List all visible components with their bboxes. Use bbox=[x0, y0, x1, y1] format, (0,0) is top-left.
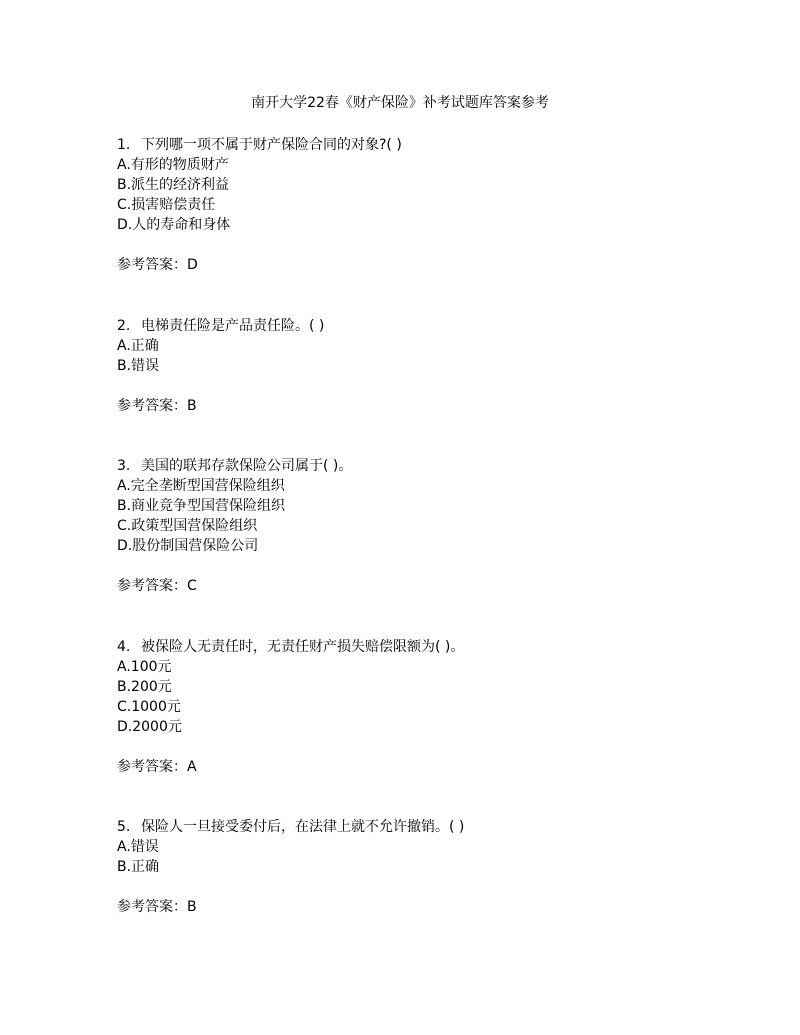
option-b: B.派生的经济利益 bbox=[117, 177, 230, 193]
question-stem bbox=[117, 316, 757, 336]
option-c: C.1000元 bbox=[117, 699, 181, 715]
question-number: 3. bbox=[117, 458, 131, 474]
option-b: B.正确 bbox=[117, 859, 160, 875]
option-a: A.完全垄断型国营保险组织 bbox=[117, 478, 285, 494]
answer-label: 参考答案： bbox=[117, 398, 187, 414]
question-stem bbox=[117, 456, 757, 476]
question-number: 2. bbox=[117, 318, 131, 334]
question-stem bbox=[117, 135, 757, 155]
answer-label: 参考答案： bbox=[117, 759, 187, 775]
option-a: A.100元 bbox=[117, 659, 172, 675]
option-a: A.错误 bbox=[117, 839, 159, 855]
option-a: A.正确 bbox=[117, 338, 159, 354]
question-1 bbox=[117, 135, 757, 275]
option-b: B.商业竞争型国营保险组织 bbox=[117, 498, 286, 514]
question-text: 美国的联邦存款保险公司属于( )。 bbox=[141, 458, 353, 474]
answer-label: 参考答案： bbox=[117, 899, 187, 915]
option-b: B.200元 bbox=[117, 679, 172, 695]
reference-answer bbox=[117, 576, 757, 596]
answer-value: A bbox=[187, 759, 197, 775]
option-a: A.有形的物质财产 bbox=[117, 157, 229, 173]
option-b: B.错误 bbox=[117, 358, 160, 374]
option-d: D.人的寿命和身体 bbox=[117, 217, 231, 233]
option-c: C.损害赔偿责任 bbox=[117, 197, 216, 213]
question-text: 下列哪一项不属于财产保险合同的对象?( ) bbox=[141, 137, 402, 153]
answer-value: B bbox=[187, 899, 197, 915]
question-4 bbox=[117, 637, 757, 777]
answer-value: D bbox=[187, 257, 198, 273]
reference-answer bbox=[117, 757, 757, 777]
answer-label: 参考答案： bbox=[117, 578, 187, 594]
option-c: C.政策型国营保险组织 bbox=[117, 518, 258, 534]
reference-answer bbox=[117, 897, 757, 917]
question-text: 电梯责任险是产品责任险。( ) bbox=[141, 318, 325, 334]
document-title: 南开大学22春《财产保险》补考试题库答案参考 bbox=[251, 95, 549, 111]
question-text: 保险人一旦接受委付后，在法律上就不允许撤销。( ) bbox=[141, 819, 465, 835]
question-stem bbox=[117, 637, 757, 657]
answer-value: C bbox=[187, 578, 197, 594]
question-2 bbox=[117, 316, 757, 416]
question-number: 1. bbox=[117, 137, 131, 153]
question-3 bbox=[117, 456, 757, 596]
option-d: D.股份制国营保险公司 bbox=[117, 538, 259, 554]
answer-label: 参考答案： bbox=[117, 257, 187, 273]
question-number: 4. bbox=[117, 639, 131, 655]
reference-answer bbox=[117, 255, 757, 275]
option-d: D.2000元 bbox=[117, 719, 182, 735]
reference-answer bbox=[117, 396, 757, 416]
answer-value: B bbox=[187, 398, 197, 414]
question-stem bbox=[117, 817, 757, 837]
question-text: 被保险人无责任时，无责任财产损失赔偿限额为( )。 bbox=[141, 639, 465, 655]
question-5 bbox=[117, 817, 757, 917]
question-number: 5. bbox=[117, 819, 131, 835]
